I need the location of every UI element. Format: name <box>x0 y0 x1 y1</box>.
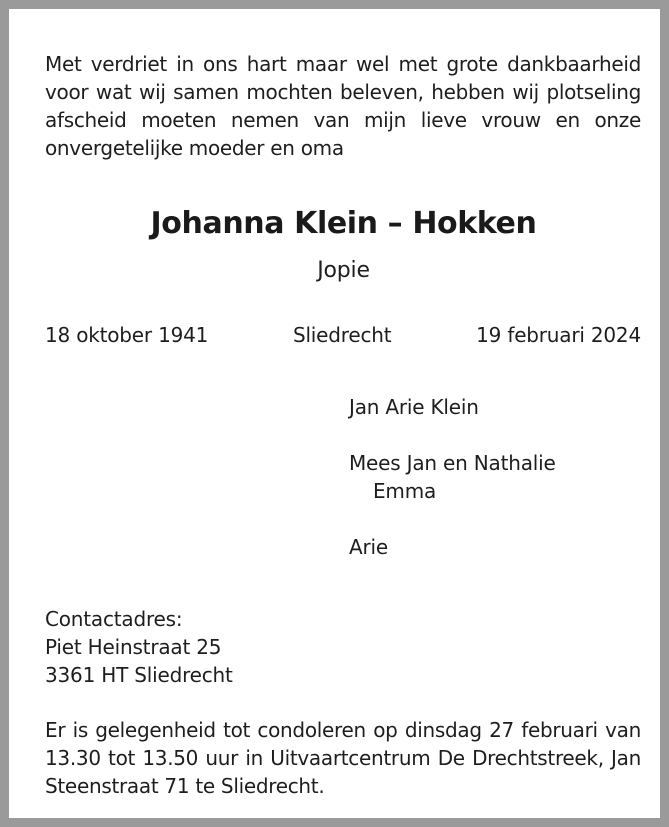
deceased-name: Johanna Klein – Hokken <box>150 206 537 241</box>
family-line-2: Mees Jan en Nathalie <box>349 451 556 475</box>
place: Sliedrecht <box>292 323 392 347</box>
family-line-4: Arie <box>349 535 388 559</box>
contact-city: 3361 HT Sliedrecht <box>45 663 233 687</box>
family-line-1: Jan Arie Klein <box>349 395 479 419</box>
family-line-3: Emma <box>373 479 437 503</box>
contact-label: Contactadres: <box>45 607 183 631</box>
intro-text: Met verdriet in ons hart maar wel met grote dankbaarheid voor wat wij samen mochten beleven, hebben wij plotseling afscheid moeten nemen van mijn lieve vrouw en onze onvergetelijke moeder en oma <box>45 52 641 160</box>
birth-date: 18 oktober 1941 <box>45 323 209 347</box>
death-date: 19 februari 2024 <box>476 323 641 347</box>
deceased-nickname: Jopie <box>317 258 370 283</box>
condolence-text: Er is gelegenheid tot condoleren op dinsdag 27 februari van 13.30 tot 13.50 uur in Uitvaartcentrum De Drechtstreek, Jan Steenstraat 71 te Sliedrecht. <box>45 718 641 798</box>
contact-street: Piet Heinstraat 25 <box>45 635 222 659</box>
life-dates <box>45 321 641 349</box>
contact-address <box>45 605 233 689</box>
